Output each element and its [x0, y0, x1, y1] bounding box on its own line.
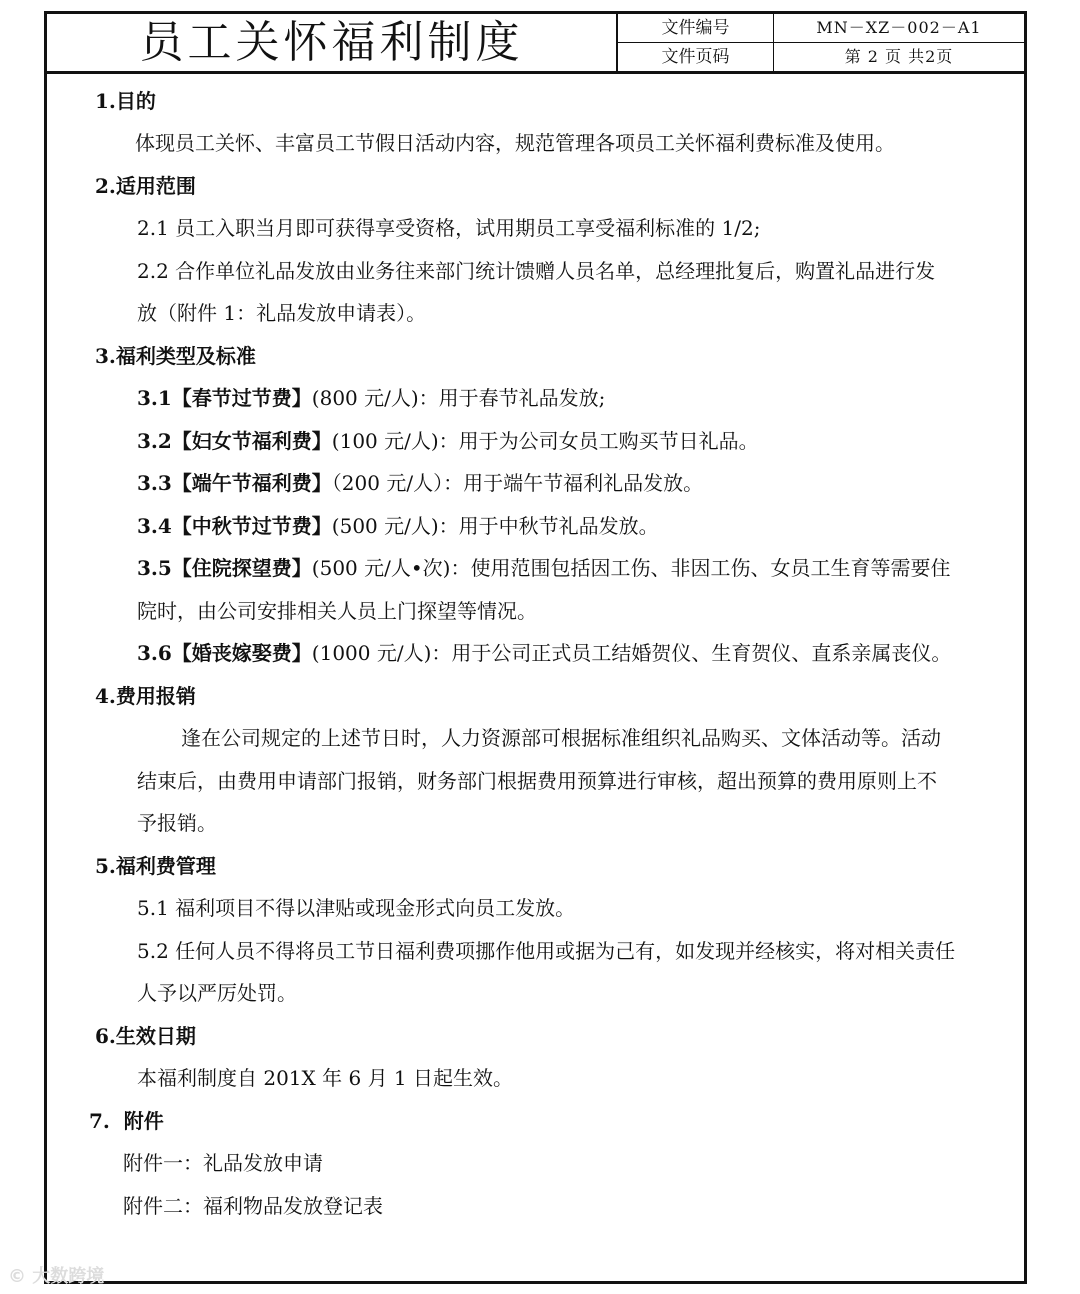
paragraph: 体现员工关怀、丰富员工节假日活动内容，规范管理各项员工关怀福利费标准及使用。 [135, 131, 895, 155]
attachment-item: 附件二：福利物品发放登记表 [123, 1194, 383, 1218]
watermark: © 大数跨境 [8, 1266, 105, 1287]
document-title: 员工关怀福利制度 [47, 14, 618, 71]
benefit-item [137, 468, 703, 498]
doc-no-value: MN－XZ－002－A1 [816, 18, 982, 37]
paragraph: 结束后，由费用申请部门报销，财务部门根据费用预算进行审核，超出预算的费用原则上不 [137, 769, 937, 793]
section-heading-reimbursement: 4.费用报销 [95, 684, 196, 708]
section-heading-purpose: 1.目的 [95, 89, 156, 113]
benefit-item [137, 553, 950, 583]
benefit-item-desc: (100 元/人)：用于为公司女员工购买节日礼品。 [331, 429, 759, 453]
benefit-item-number: 3.5 [137, 556, 172, 580]
paragraph: 2.2 合作单位礼品发放由业务往来部门统计馈赠人员名单，总经理批复后，购置礼品进行发 [137, 259, 936, 283]
section-heading-management: 5.福利费管理 [95, 854, 216, 878]
benefit-item-name: 【婚丧嫁娶费】 [171, 641, 312, 665]
benefit-item-number: 3.1 [137, 386, 172, 410]
paragraph: 2.1 员工入职当月即可获得享受资格，试用期员工享受福利标准的 1/2; [137, 216, 761, 240]
document-frame [44, 11, 1027, 1284]
page-value: 第 2 页 共2页 [844, 47, 954, 66]
benefit-item-desc: (500 元/人)：用于中秋节礼品发放。 [331, 514, 659, 538]
benefit-item-number: 3.4 [137, 514, 172, 538]
section-heading-attachments: 7. 附件 [89, 1109, 164, 1133]
benefit-item-number: 3.6 [137, 641, 172, 665]
benefit-item-name: 【妇女节福利费】 [171, 429, 332, 453]
benefit-item-number: 3.3 [137, 471, 172, 495]
document-header [47, 14, 1024, 74]
document-meta-table [618, 14, 1024, 71]
paragraph: 放（附件 1：礼品发放申请表）。 [137, 301, 427, 325]
paragraph: 予报销。 [137, 811, 217, 835]
meta-row-doc-no [618, 14, 1024, 43]
benefit-item [137, 638, 951, 668]
meta-row-page [618, 43, 1024, 71]
benefit-item-number: 3.2 [137, 429, 172, 453]
paragraph: 5.1 福利项目不得以津贴或现金形式向员工发放。 [137, 896, 576, 920]
section-heading-benefit-types: 3.福利类型及标准 [95, 344, 256, 368]
attachment-item: 附件一：礼品发放申请 [123, 1151, 323, 1175]
paragraph: 人予以严厉处罚。 [137, 981, 297, 1005]
benefit-item-desc: (800 元/人)：用于春节礼品发放; [311, 386, 606, 410]
benefit-item-desc: (1000 元/人)：用于公司正式员工结婚贺仪、生育贺仪、直系亲属丧仪。 [311, 641, 952, 665]
paragraph: 院时，由公司安排相关人员上门探望等情况。 [137, 599, 537, 623]
benefit-item [137, 383, 605, 413]
doc-no-label: 文件编号 [618, 14, 774, 42]
benefit-item-name: 【住院探望费】 [171, 556, 312, 580]
benefit-item-desc: (500 元/人•次)：使用范围包括因工伤、非因工伤、女员工生育等需要住 [311, 556, 951, 580]
benefit-item-name: 【春节过节费】 [171, 386, 312, 410]
section-heading-scope: 2.适用范围 [95, 174, 196, 198]
paragraph: 本福利制度自 201X 年 6 月 1 日起生效。 [137, 1066, 514, 1090]
benefit-item [137, 511, 659, 541]
paragraph: 5.2 任何人员不得将员工节日福利费项挪作他用或据为己有，如发现并经核实，将对相关责任 [137, 939, 956, 963]
benefit-item [137, 426, 759, 456]
page-label: 文件页码 [618, 43, 774, 71]
paragraph: 逢在公司规定的上述节日时，人力资源部可根据标准组织礼品购买、文体活动等。活动 [181, 726, 941, 750]
section-heading-effective-date: 6.生效日期 [95, 1024, 196, 1048]
benefit-item-name: 【中秋节过节费】 [171, 514, 332, 538]
benefit-item-name: 【端午节福利费】 [171, 471, 332, 495]
benefit-item-desc: （200 元/人）：用于端午节福利礼品发放。 [331, 471, 704, 495]
